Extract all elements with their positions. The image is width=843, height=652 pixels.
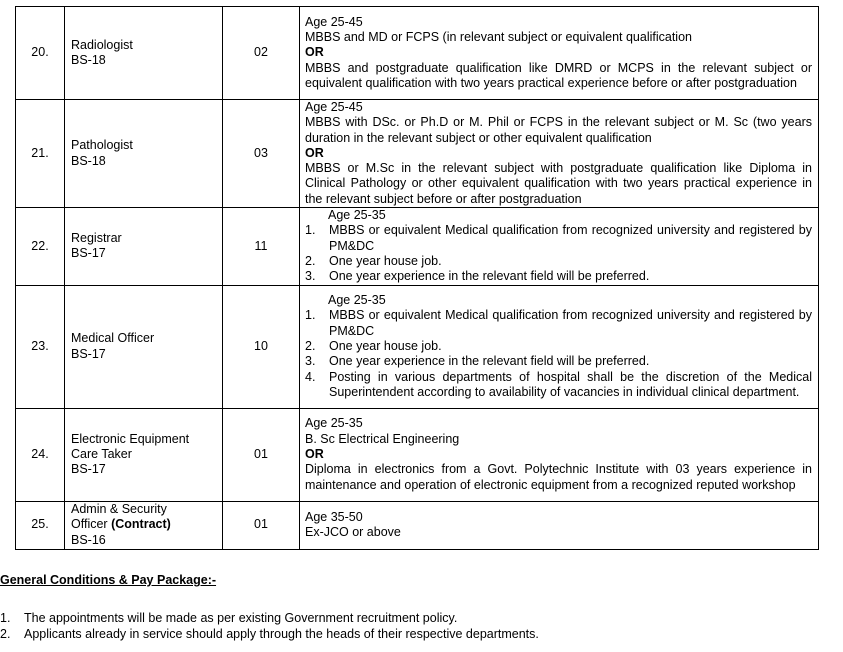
seat-count: 01 — [223, 408, 300, 501]
post-scale: BS-16 — [71, 532, 106, 547]
table-row — [16, 501, 819, 549]
post-scale: BS-17 — [71, 462, 106, 477]
requirements — [300, 408, 819, 501]
qualification-text: MBBS with DSc. or Ph.D or M. Phil or FCPS in the relevant subject or M. Sc (two years duration in the relevant subject or other equivalent qualification — [305, 115, 812, 145]
list-item: 1. MBBS or equivalent Medical qualification from recognized university and registered by PM&DC — [305, 308, 812, 338]
posts-table — [15, 6, 819, 550]
qualification-text: MBBS and postgraduate qualification like DMRD or MCPS in the relevant subject or equivalent qualification with two years practical experience before or after postgraduation — [305, 60, 812, 90]
qualification-text: B. Sc Electrical Engineering — [305, 431, 460, 446]
qualification-text: Diploma in electronics from a Govt. Polytechnic Institute with 03 years experience in maintenance and operation of electronic equipment from a recognized reputed workshop — [305, 462, 812, 492]
post-title — [65, 501, 223, 549]
list-item: 2. One year house job. — [305, 338, 442, 353]
age-limit: Age 25-35 — [305, 416, 363, 431]
post-scale: BS-18 — [71, 153, 106, 168]
row-number: 20. — [16, 7, 65, 100]
list-item: 1. The appointments will be made as per existing Government recruitment policy. — [0, 611, 458, 625]
table-row — [16, 408, 819, 501]
list-item: 2. One year house job. — [305, 253, 442, 268]
list-item: 4. Posting in various departments of hospital shall be the discretion of the Medical Superintendent according to availability of vacancies in individual clinical department. — [305, 369, 812, 399]
seat-count: 02 — [223, 7, 300, 100]
post-scale: BS-18 — [71, 53, 106, 67]
seat-count: 01 — [223, 501, 300, 549]
seat-count: 10 — [223, 285, 300, 408]
post-name: Medical Officer — [71, 331, 155, 346]
post-title — [65, 408, 223, 501]
seat-count: 03 — [223, 100, 300, 208]
list-item: 1. MBBS or equivalent Medical qualification from recognized university and registered by PM&DC — [305, 223, 812, 253]
requirements — [300, 285, 819, 408]
post-name: Care Taker — [71, 446, 132, 461]
or-separator: OR — [305, 45, 324, 60]
post-title — [65, 208, 223, 285]
qualification-text: MBBS or M.Sc in the relevant subject with postgraduate qualification like Diploma in Clinical Pathology or other equivalent qualification with two years practical experience in the relevant subject before or after postgraduation — [305, 161, 812, 206]
post-name: Electronic Equipment — [71, 431, 190, 446]
post-scale: BS-17 — [71, 346, 106, 361]
contract-tag: (Contract) — [111, 517, 171, 532]
requirements — [300, 100, 819, 208]
age-limit: Age 25-45 — [305, 14, 363, 29]
post-name: Registrar — [71, 231, 122, 246]
post-name: Pathologist — [71, 138, 133, 153]
post-name-line — [71, 517, 222, 532]
post-title — [65, 100, 223, 208]
post-scale: BS-17 — [71, 246, 106, 261]
post-title — [65, 7, 223, 100]
seat-count: 11 — [223, 208, 300, 285]
post-title — [65, 285, 223, 408]
list-item: 2. Applicants already in service should apply through the heads of their respective departments. — [0, 626, 539, 641]
table-row — [16, 285, 819, 408]
qualification-text: Ex-JCO or above — [305, 525, 401, 540]
section-heading: General Conditions & Pay Package:- — [0, 573, 217, 587]
post-name: Radiologist — [71, 37, 133, 52]
age-limit: Age 25-35 — [328, 293, 386, 308]
list-item: 3. One year experience in the relevant field will be preferred. — [305, 354, 650, 369]
requirements — [300, 208, 819, 285]
age-limit: Age 25-45 — [305, 100, 363, 114]
list-item: 3. One year experience in the relevant field will be preferred. — [305, 269, 650, 284]
or-separator: OR — [305, 145, 324, 160]
row-number: 22. — [16, 208, 65, 285]
post-name: Officer — [71, 517, 108, 532]
qualification-text: MBBS and MD or FCPS (in relevant subject or equivalent qualification — [305, 30, 692, 45]
row-number: 25. — [16, 501, 65, 549]
requirements — [300, 501, 819, 549]
age-limit: Age 25-35 — [328, 208, 386, 223]
row-number: 24. — [16, 408, 65, 501]
or-separator: OR — [305, 446, 324, 461]
requirement-list — [305, 223, 812, 284]
conditions-list — [0, 611, 820, 642]
table-row — [16, 7, 819, 100]
age-limit: Age 35-50 — [305, 509, 363, 524]
post-name: Admin & Security — [71, 502, 167, 517]
row-number: 23. — [16, 285, 65, 408]
row-number: 21. — [16, 100, 65, 208]
table-row — [16, 208, 819, 285]
requirement-list — [305, 308, 812, 400]
table-row — [16, 100, 819, 208]
requirements — [300, 7, 819, 100]
